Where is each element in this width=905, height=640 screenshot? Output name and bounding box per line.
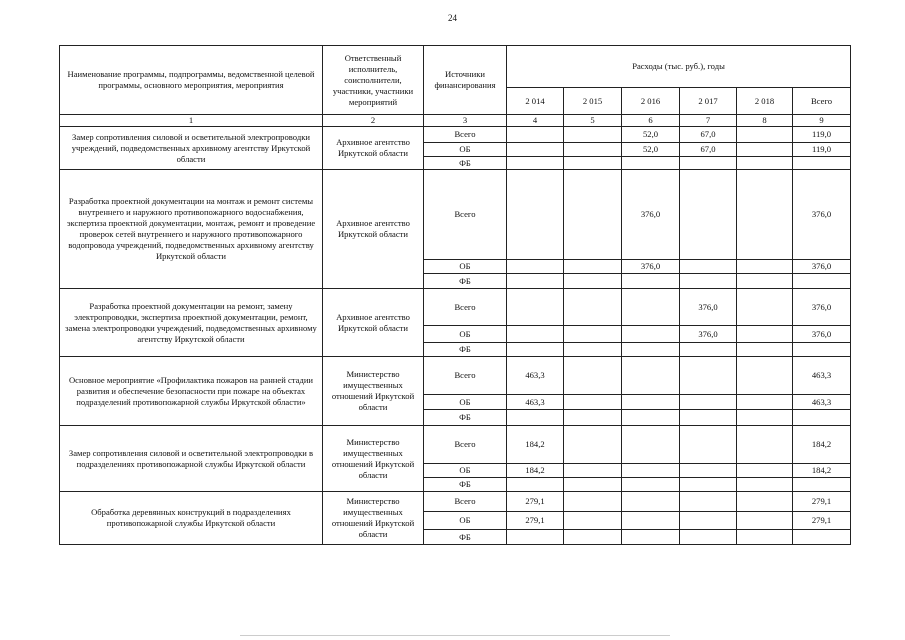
column-number: 5 <box>564 115 622 127</box>
header-year: 2 014 <box>507 88 564 115</box>
year-value <box>564 357 622 395</box>
year-value <box>507 127 564 143</box>
funding-source: ФБ <box>424 157 507 170</box>
year-value <box>507 143 564 157</box>
activity-name: Разработка проектной документации на монтаж и ремонт системы внутреннего и наружного противопожарного водоснабжения, экспертиза проектной документации, монтаж, ремонт и проведение проверок сетей внутреннего и наружного противопожарного водопровода учреждений, подведомственных архивному агентству Иркутской области <box>60 170 323 289</box>
year-value <box>737 157 793 170</box>
funding-source: ОБ <box>424 512 507 530</box>
year-value: 376,0 <box>680 289 737 326</box>
year-value <box>622 289 680 326</box>
year-value: 184,2 <box>507 464 564 478</box>
year-value: 52,0 <box>622 143 680 157</box>
year-value <box>507 410 564 426</box>
year-value: 184,2 <box>507 426 564 464</box>
year-value <box>680 426 737 464</box>
funding-source: Всего <box>424 170 507 260</box>
total-value: 376,0 <box>793 289 851 326</box>
total-value: 184,2 <box>793 426 851 464</box>
year-value <box>564 260 622 274</box>
year-value <box>737 478 793 492</box>
table-row <box>60 127 851 143</box>
column-number: 7 <box>680 115 737 127</box>
total-value: 184,2 <box>793 464 851 478</box>
year-value: 67,0 <box>680 143 737 157</box>
responsible-executor: Архивное агентство Иркутской области <box>323 289 424 357</box>
year-value: 279,1 <box>507 512 564 530</box>
year-value <box>737 274 793 289</box>
year-value <box>737 426 793 464</box>
year-value <box>737 289 793 326</box>
total-value: 463,3 <box>793 357 851 395</box>
funding-source: ФБ <box>424 343 507 357</box>
responsible-executor: Архивное агентство Иркутской области <box>323 170 424 289</box>
year-value <box>737 127 793 143</box>
header-source: Источники финансирования <box>424 46 507 115</box>
total-value: 463,3 <box>793 395 851 410</box>
column-number: 6 <box>622 115 680 127</box>
total-value <box>793 410 851 426</box>
funding-source: ОБ <box>424 326 507 343</box>
year-value <box>680 274 737 289</box>
funding-source: Всего <box>424 426 507 464</box>
year-value <box>622 478 680 492</box>
year-value <box>564 464 622 478</box>
year-value: 376,0 <box>680 326 737 343</box>
funding-source: ОБ <box>424 260 507 274</box>
year-value <box>564 326 622 343</box>
table-row <box>60 170 851 260</box>
year-value <box>737 530 793 545</box>
year-value <box>507 260 564 274</box>
year-value <box>507 478 564 492</box>
column-number: 4 <box>507 115 564 127</box>
year-value <box>737 357 793 395</box>
year-value: 463,3 <box>507 357 564 395</box>
year-value: 52,0 <box>622 127 680 143</box>
activity-name: Разработка проектной документации на ремонт, замену электропроводки, экспертиза проектной документации, ремонт, замена электропроводки учреждений, подведомственных архивному агентству Иркутской области <box>60 289 323 357</box>
year-value <box>737 170 793 260</box>
year-value <box>680 395 737 410</box>
year-value <box>507 326 564 343</box>
year-value <box>622 512 680 530</box>
year-value <box>680 170 737 260</box>
year-value: 67,0 <box>680 127 737 143</box>
funding-source: Всего <box>424 357 507 395</box>
year-value <box>564 143 622 157</box>
year-value <box>564 343 622 357</box>
year-value <box>622 326 680 343</box>
year-value <box>507 170 564 260</box>
total-value <box>793 478 851 492</box>
budget-table <box>59 45 851 545</box>
funding-source: Всего <box>424 127 507 143</box>
column-number: 2 <box>323 115 424 127</box>
total-value <box>793 343 851 357</box>
year-value <box>622 395 680 410</box>
year-value <box>564 170 622 260</box>
column-number: 9 <box>793 115 851 127</box>
year-value <box>680 260 737 274</box>
total-value <box>793 274 851 289</box>
total-value: 119,0 <box>793 143 851 157</box>
funding-source: ФБ <box>424 410 507 426</box>
year-value <box>737 410 793 426</box>
year-value <box>680 343 737 357</box>
year-value <box>507 274 564 289</box>
total-value: 279,1 <box>793 492 851 512</box>
year-value <box>737 260 793 274</box>
year-value <box>737 343 793 357</box>
responsible-executor: Министерство имущественных отношений Иркутской области <box>323 426 424 492</box>
header-total: Всего <box>793 88 851 115</box>
year-value <box>507 343 564 357</box>
year-value <box>737 492 793 512</box>
year-value <box>622 274 680 289</box>
activity-name: Замер сопротивления силовой и осветительной электропроводки учреждений, подведомственных архивному агентству Иркутской области <box>60 127 323 170</box>
year-value <box>564 530 622 545</box>
year-value <box>680 512 737 530</box>
total-value <box>793 157 851 170</box>
column-number: 1 <box>60 115 323 127</box>
year-value <box>737 326 793 343</box>
year-value: 279,1 <box>507 492 564 512</box>
responsible-executor: Архивное агентство Иркутской области <box>323 127 424 170</box>
year-value <box>622 410 680 426</box>
funding-source: ОБ <box>424 143 507 157</box>
header-year: 2 017 <box>680 88 737 115</box>
funding-source: ОБ <box>424 395 507 410</box>
year-value <box>680 357 737 395</box>
table-row <box>60 426 851 464</box>
funding-source: ФБ <box>424 274 507 289</box>
year-value <box>564 492 622 512</box>
year-value <box>564 157 622 170</box>
header-year: 2 018 <box>737 88 793 115</box>
year-value <box>622 492 680 512</box>
responsible-executor: Министерство имущественных отношений Иркутской области <box>323 492 424 545</box>
total-value: 376,0 <box>793 170 851 260</box>
year-value <box>564 274 622 289</box>
year-value <box>622 157 680 170</box>
year-value <box>680 410 737 426</box>
year-value <box>622 530 680 545</box>
column-number: 8 <box>737 115 793 127</box>
year-value <box>737 143 793 157</box>
year-value <box>564 395 622 410</box>
header-year: 2 015 <box>564 88 622 115</box>
activity-name: Обработка деревянных конструкций в подразделениях противопожарной службы Иркутской области <box>60 492 323 545</box>
header-name: Наименование программы, подпрограммы, ведомственной целевой программы, основного мероприятия, мероприятия <box>60 46 323 115</box>
year-value <box>680 157 737 170</box>
year-value <box>622 357 680 395</box>
activity-name: Замер сопротивления силовой и осветительной электропроводки в подразделениях противопожарной службы Иркутской области <box>60 426 323 492</box>
year-value <box>737 512 793 530</box>
total-value: 279,1 <box>793 512 851 530</box>
year-value <box>564 426 622 464</box>
column-number: 3 <box>424 115 507 127</box>
scan-edge-line <box>240 635 670 636</box>
total-value: 119,0 <box>793 127 851 143</box>
year-value <box>622 343 680 357</box>
funding-source: Всего <box>424 289 507 326</box>
page-number: 24 <box>448 13 457 23</box>
year-value <box>507 289 564 326</box>
year-value <box>680 464 737 478</box>
table-row <box>60 357 851 395</box>
activity-name: Основное мероприятие «Профилактика пожаров на ранней стадии развития и обеспечение безопасности при пожаре на объектах подразделений противопожарной службы Иркутской области» <box>60 357 323 426</box>
year-value <box>564 127 622 143</box>
year-value <box>564 478 622 492</box>
year-value <box>737 395 793 410</box>
year-value <box>680 492 737 512</box>
year-value <box>622 426 680 464</box>
year-value <box>680 530 737 545</box>
funding-source: ОБ <box>424 464 507 478</box>
year-value <box>622 464 680 478</box>
table-row <box>60 492 851 512</box>
year-value <box>564 410 622 426</box>
year-value <box>737 464 793 478</box>
table-row <box>60 289 851 326</box>
responsible-executor: Министерство имущественных отношений Иркутской области <box>323 357 424 426</box>
year-value <box>564 512 622 530</box>
year-value <box>680 478 737 492</box>
header-expenses: Расходы (тыс. руб.), годы <box>507 46 851 88</box>
year-value <box>507 157 564 170</box>
year-value <box>507 530 564 545</box>
funding-source: ФБ <box>424 478 507 492</box>
year-value: 463,3 <box>507 395 564 410</box>
funding-source: Всего <box>424 492 507 512</box>
header-year: 2 016 <box>622 88 680 115</box>
total-value: 376,0 <box>793 326 851 343</box>
header-responsible: Ответственный исполнитель, соисполнители, участники, участники мероприятий <box>323 46 424 115</box>
funding-source: ФБ <box>424 530 507 545</box>
total-value: 376,0 <box>793 260 851 274</box>
total-value <box>793 530 851 545</box>
year-value <box>564 289 622 326</box>
year-value: 376,0 <box>622 170 680 260</box>
year-value: 376,0 <box>622 260 680 274</box>
